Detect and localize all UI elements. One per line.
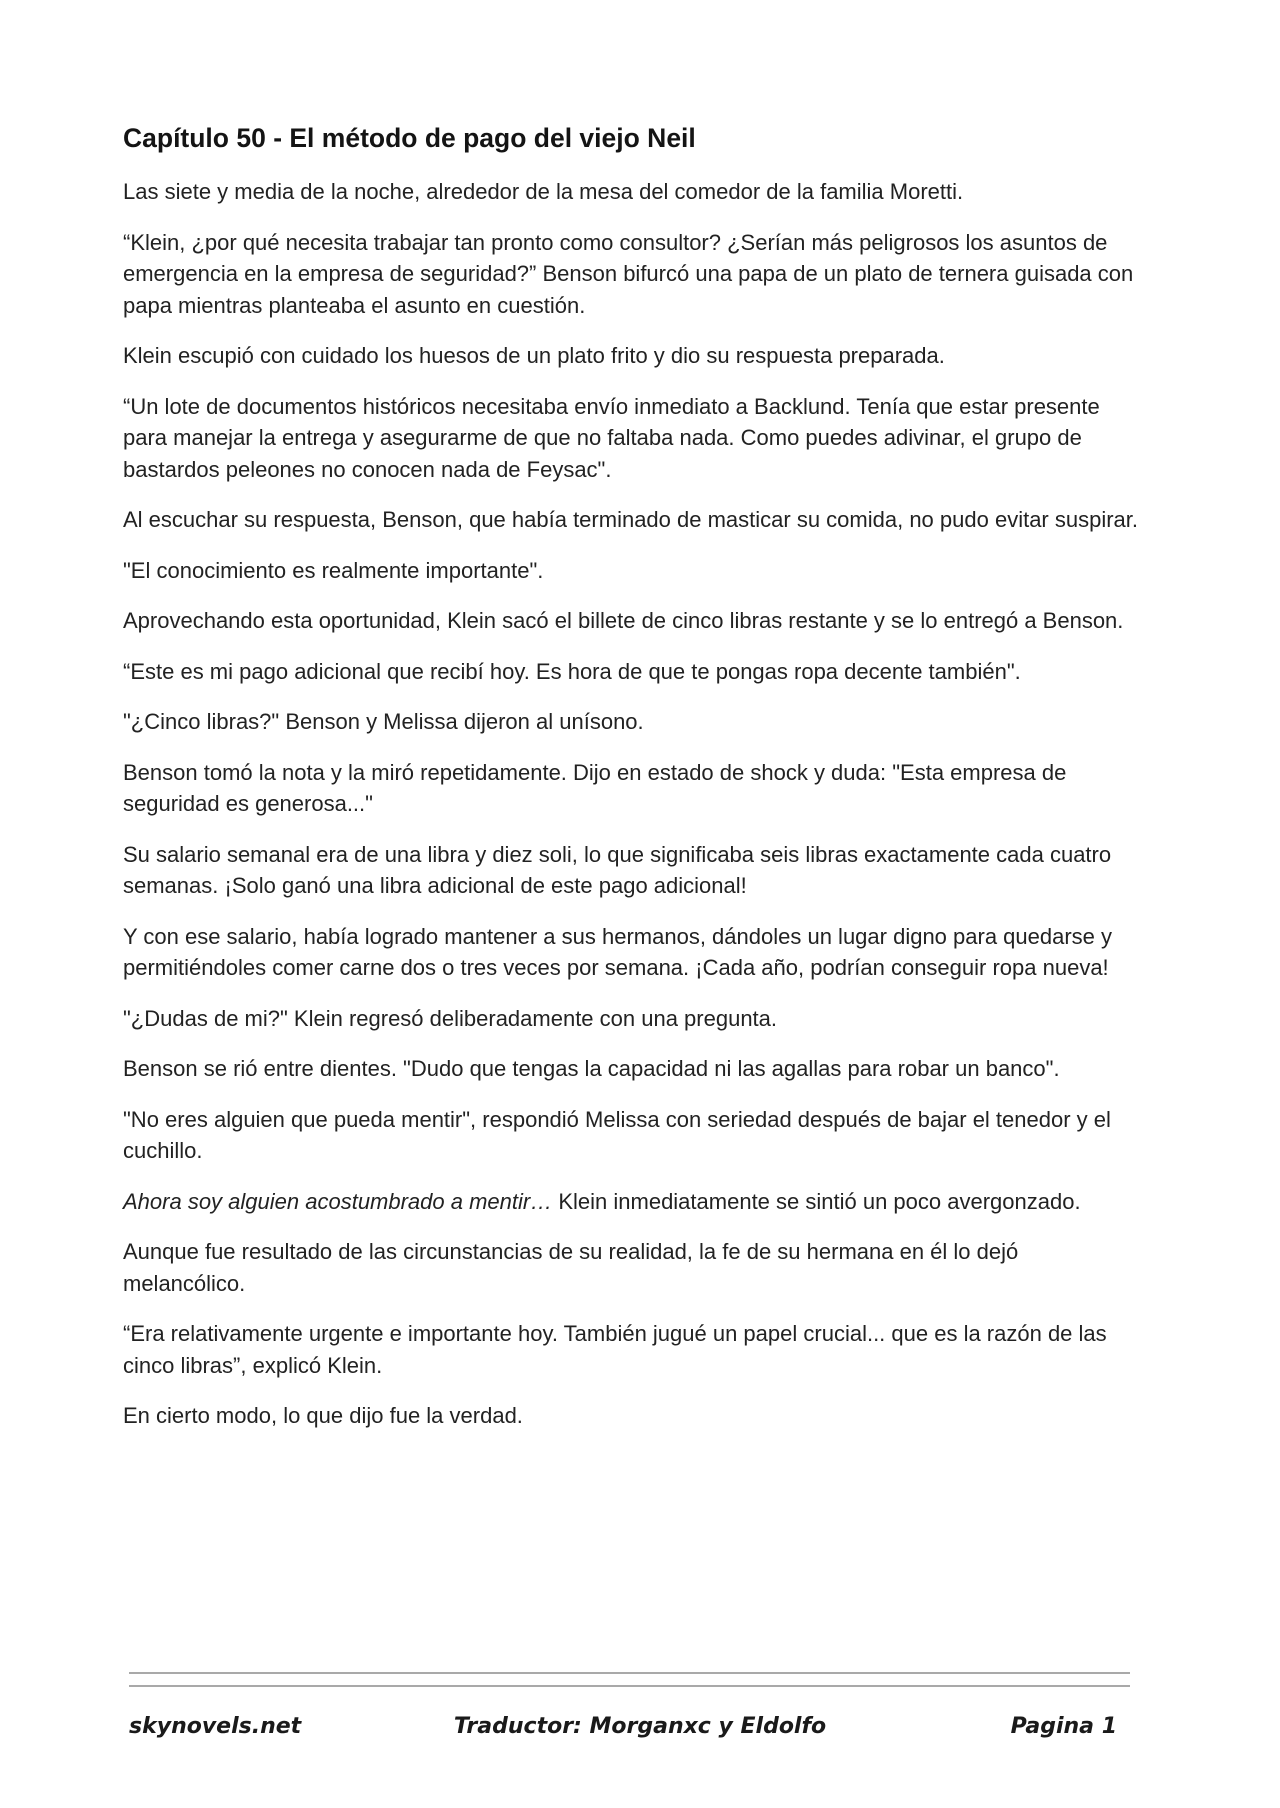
paragraph (123, 706, 1143, 738)
paragraph (123, 656, 1143, 688)
footer-site: skynovels.net (129, 1714, 302, 1739)
paragraph (123, 555, 1143, 587)
footer-translator: Traductor: Morganxc y Eldolfo (453, 1714, 827, 1739)
paragraph-text: "El conocimiento es realmente importante". (123, 557, 544, 583)
paragraph-text: Aunque fue resultado de las circunstancias de su realidad, la fe de su hermana en él lo dejó melancólico. (123, 1239, 1019, 1296)
paragraph-text: “Era relativamente urgente e importante hoy. También jugué un papel crucial... que es la razón de las cinco libras”, explicó Klein. (123, 1321, 1107, 1378)
paragraph-text: Klein inmediatamente se sintió un poco avergonzado. (552, 1188, 1081, 1214)
paragraph (123, 757, 1143, 820)
chapter-title: Capítulo 50 - El método de pago del viejo Neil (123, 123, 696, 153)
paragraph-text: Su salario semanal era de una libra y diez soli, lo que significaba seis libras exactamente cada cuatro semanas. ¡Solo ganó una libra adicional de este pago adicional! (123, 841, 1112, 898)
paragraph (123, 340, 1143, 372)
paragraph-text: En cierto modo, lo que dijo fue la verdad. (123, 1403, 523, 1428)
italic-thought: Ahora soy alguien acostumbrado a mentir… (123, 1188, 553, 1214)
paragraph-text: "No eres alguien que pueda mentir", respondió Melissa con seriedad después de bajar el tenedor y el cuchillo. (123, 1106, 1111, 1163)
paragraph (123, 504, 1143, 536)
page-footer (0, 1714, 1280, 1750)
paragraph (123, 1186, 1143, 1218)
paragraph (123, 1104, 1143, 1167)
paragraph-text: Al escuchar su respuesta, Benson, que había terminado de masticar su comida, no pudo evitar suspirar. (123, 507, 1139, 532)
paragraph-text: “Este es mi pago adicional que recibí hoy. Es hora de que te pongas ropa decente también". (123, 658, 1021, 684)
paragraph (123, 1003, 1143, 1035)
paragraph (123, 1400, 1143, 1432)
paragraph (123, 1053, 1143, 1085)
paragraph-text: "¿Dudas de mi?" Klein regresó deliberadamente con una pregunta. (123, 1005, 778, 1031)
paragraph (123, 1318, 1143, 1381)
paragraph (123, 1236, 1143, 1299)
footer-page-number: Pagina 1 (1010, 1714, 1117, 1739)
paragraph-text: “Un lote de documentos históricos necesitaba envío inmediato a Backlund. Tenía que estar presente para manejar la entrega y asegurarme de que no faltaba nada. Como puedes adivinar, el grupo de bastardos peleones no conocen nada de Feysac". (123, 393, 1100, 482)
paragraph (123, 176, 1143, 208)
paragraph-text: “Klein, ¿por qué necesita trabajar tan pronto como consultor? ¿Serían más peligrosos los asuntos de emergencia en la empresa de seguridad?” Benson bifurcó una papa de un plato de ternera guisada con papa mientras planteaba el asunto en cuestión. (123, 229, 1134, 318)
paragraph-text: "¿Cinco libras?" Benson y Melissa dijeron al unísono. (123, 709, 644, 734)
paragraph (123, 391, 1143, 486)
paragraph (123, 605, 1143, 637)
footer-divider (129, 1672, 1130, 1674)
paragraph-text: Benson tomó la nota y la miró repetidamente. Dijo en estado de shock y duda: "Esta empresa de seguridad es generosa..." (123, 759, 1067, 816)
paragraph (123, 839, 1143, 902)
paragraph (123, 227, 1143, 322)
paragraph-text: Benson se rió entre dientes. "Dudo que tengas la capacidad ni las agallas para robar un banco". (123, 1056, 1060, 1081)
document-body (123, 120, 1143, 1451)
paragraph-text: Aprovechando esta oportunidad, Klein sacó el billete de cinco libras restante y se lo entregó a Benson. (123, 608, 1124, 633)
paragraph (123, 921, 1143, 984)
paragraph-text: Las siete y media de la noche, alrededor de la mesa del comedor de la familia Moretti. (123, 179, 964, 204)
paragraph-text: Y con ese salario, había logrado mantener a sus hermanos, dándoles un lugar digno para quedarse y permitiéndoles comer carne dos o tres veces por semana. ¡Cada año, podrían conseguir ropa nueva! (123, 923, 1113, 980)
footer-divider (129, 1685, 1130, 1687)
paragraph-text: Klein escupió con cuidado los huesos de un plato frito y dio su respuesta preparada. (123, 343, 945, 368)
